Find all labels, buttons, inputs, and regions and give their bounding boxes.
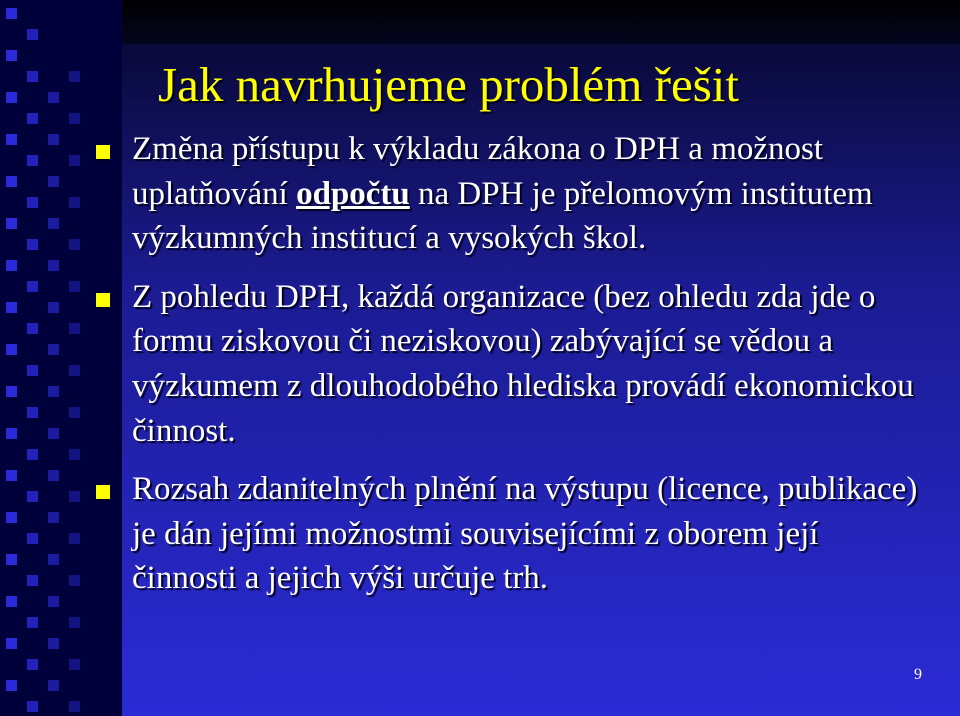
decoration-square (6, 344, 17, 355)
decoration-square (6, 134, 17, 145)
bullet-2-text: Z pohledu DPH, každá organizace (bez ohledu zda jde o formu ziskovou či neziskovou) zabývající se vědou a výzkumem z dlouhodobého hlediska provádí ekonomickou činnost. (132, 278, 914, 449)
decoration-square (69, 155, 80, 166)
decoration-square (48, 344, 59, 355)
decoration-square (6, 92, 17, 103)
decoration-square (27, 701, 38, 712)
bullet-3-text: Rozsah zdanitelných plnění na výstupu (licence, publikace) je dán jejími možnostmi souvisejícími z oborem její činnosti a jejich výši určuje trh. (132, 471, 918, 597)
decoration-square (6, 512, 17, 523)
decoration-square (6, 680, 17, 691)
decoration-square (69, 449, 80, 460)
decoration-square (27, 155, 38, 166)
decoration-square (48, 134, 59, 145)
decoration-square (27, 281, 38, 292)
bullet-list (96, 127, 926, 615)
decoration-square (69, 71, 80, 82)
decoration-square (69, 113, 80, 124)
decoration-square (69, 659, 80, 670)
decoration-square (48, 470, 59, 481)
decoration-square (6, 554, 17, 565)
decoration-square (48, 218, 59, 229)
decoration-square (6, 50, 17, 61)
decoration-square (69, 365, 80, 376)
bullet-item-3 (96, 467, 926, 601)
decoration-square (27, 113, 38, 124)
decoration-square (48, 92, 59, 103)
decoration-square (27, 407, 38, 418)
decoration-square (6, 386, 17, 397)
decoration-square (27, 29, 38, 40)
decoration-square (48, 176, 59, 187)
decoration-square (69, 407, 80, 418)
decoration-square (6, 8, 17, 19)
decoration-square (69, 281, 80, 292)
decoration-square (6, 176, 17, 187)
decoration-square (48, 680, 59, 691)
decoration-square (48, 302, 59, 313)
decoration-square (6, 596, 17, 607)
decoration-square (69, 239, 80, 250)
decoration-square (6, 638, 17, 649)
decoration-square (69, 533, 80, 544)
top-dark-band (122, 0, 960, 44)
decoration-square (27, 575, 38, 586)
bullet-1-emphasis: odpočtu (296, 175, 410, 212)
decoration-square (6, 428, 17, 439)
decoration-square (27, 365, 38, 376)
yellow-square-bullet-icon (96, 145, 110, 159)
decoration-square (27, 71, 38, 82)
decoration-square (48, 260, 59, 271)
decoration-square (27, 449, 38, 460)
bullet-1-text-before: Změna přístupu k výkladu zákona o DPH a možnost uplatňování (132, 131, 824, 212)
decoration-square (69, 701, 80, 712)
decoration-square (6, 260, 17, 271)
decoration-square (6, 218, 17, 229)
decoration-square (48, 554, 59, 565)
decoration-square (6, 302, 17, 313)
decoration-square (69, 323, 80, 334)
decoration-square (48, 512, 59, 523)
decoration-square (6, 470, 17, 481)
decoration-square (69, 575, 80, 586)
decoration-square (27, 323, 38, 334)
decoration-square (27, 659, 38, 670)
decoration-square (48, 596, 59, 607)
decoration-square (48, 638, 59, 649)
decoration-square (69, 491, 80, 502)
slide-title: Jak navrhujeme problém řešit (158, 57, 740, 112)
yellow-square-bullet-icon (96, 485, 110, 499)
bullet-item-1 (96, 127, 926, 261)
decoration-square (48, 428, 59, 439)
decoration-square (69, 197, 80, 208)
decoration-square (69, 617, 80, 628)
decoration-square (48, 386, 59, 397)
yellow-square-bullet-icon (96, 293, 110, 307)
decoration-square (27, 197, 38, 208)
bullet-1-text-after: na DPH je přelomovým institutem výzkumných institucí a vysokých škol. (132, 175, 873, 257)
page-number: 9 (914, 666, 922, 683)
decoration-square (27, 617, 38, 628)
decoration-square (27, 491, 38, 502)
bullet-item-2 (96, 275, 926, 453)
decoration-square (27, 533, 38, 544)
decoration-square (27, 239, 38, 250)
